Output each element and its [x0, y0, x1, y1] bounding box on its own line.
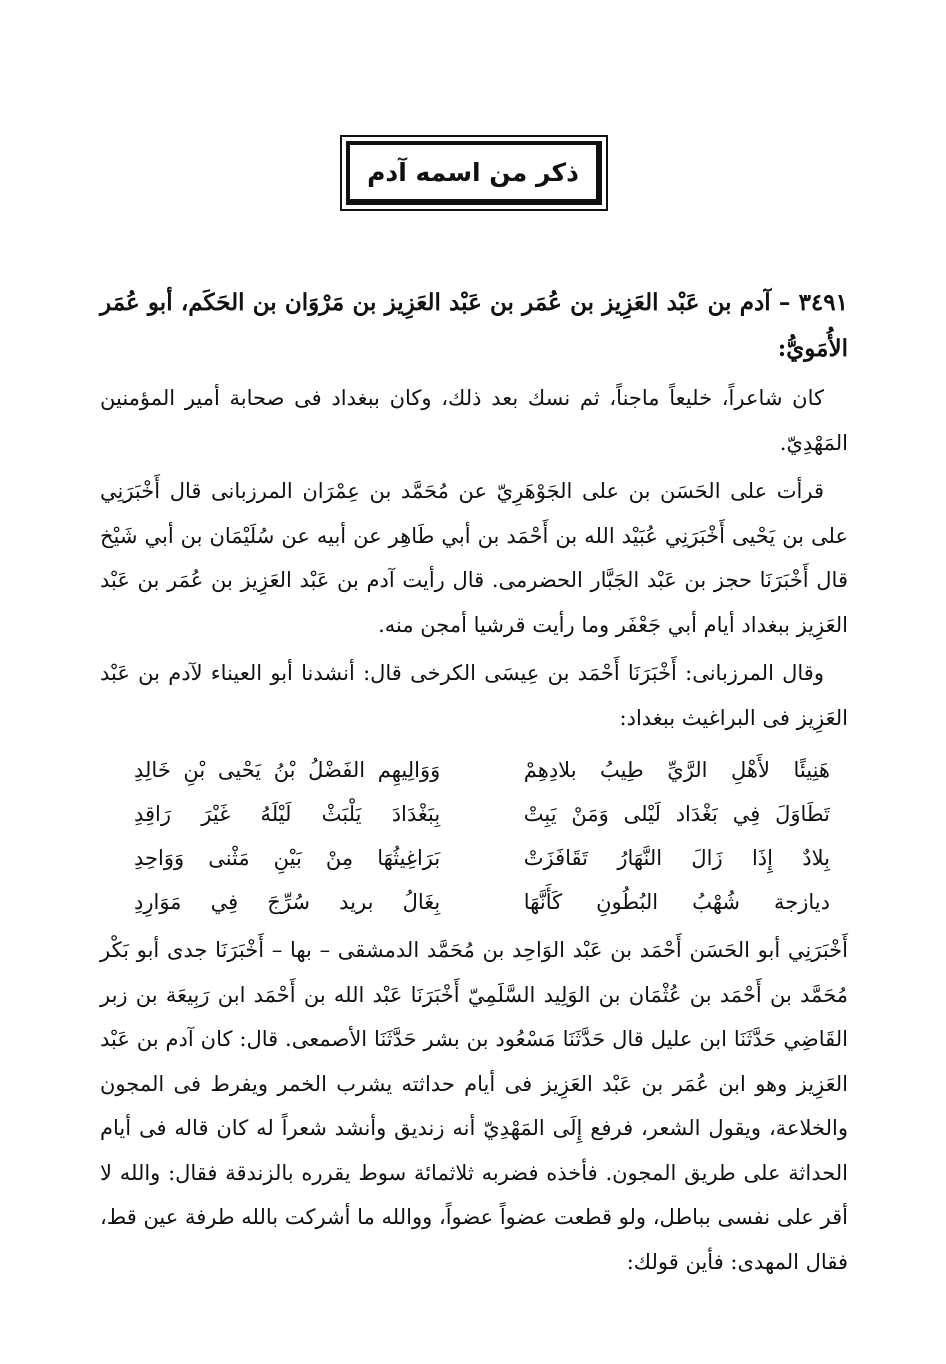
- section-title-inner-frame: [346, 141, 602, 205]
- poem-verse: [134, 748, 830, 792]
- verse-second-hemistich: بَرَاغِيثُهَا مِنْ بَيْنِ مَثْنى وَوَاحِدِ: [134, 846, 441, 870]
- poem-verse: [134, 792, 830, 836]
- verse-first-hemistich: هَنِيئًا لأَهْلِ الرَّيِّ طِيبُ بلادِهِمْ: [523, 758, 830, 782]
- poem-verse: [134, 836, 830, 880]
- poem-verse: [134, 880, 830, 924]
- verse-second-hemistich: بِبَغْدَادَ يَلْبَثْ لَيْلَهُ غَيْرَ رَاقِدِ: [134, 802, 441, 826]
- paragraph: كان شاعراً، خليعاً ماجناً، ثم نسك بعد ذلك، وكان ببغداد فى صحابة أمير المؤمنين المَهْدِيّ.: [100, 386, 848, 455]
- entry-number: ٣٤٩١: [798, 289, 848, 316]
- entry-heading-text: – آدم بن عَبْد العَزِيز بن عُمَر بن عَبْد العَزِيز بن مَرْوَان بن الحَكَم، أبو عُمَر الأُمَويُّ:: [100, 289, 848, 362]
- section-title: ذكر من اسمه آدم: [367, 157, 579, 187]
- paragraph: قرأت على الحَسَن بن على الجَوْهَرِيّ عن مُحَمَّد بن عِمْرَان المرزبانى قال أَخْبَرَنِي على بن يَحْيى أَخْبَرَنِي عُبَيْد الله بن أَحْمَد بن أبي طَاهِر عن أبيه عن سُلَيْمَان بن أبي شَيْخ قال أَخْبَرَنَا حجز بن عَبْد الجَبَّار الحضرمى. قال رأيت آدم بن عَبْد العَزِيز بن عُمَر بن عَبْد العَزِيز ببغداد أيام أبي جَعْفَر وما رأيت قرشيا أمجن منه.: [100, 479, 849, 637]
- verse-first-hemistich: ديازجة شُهْبُ البُطُونِ كَأَنَّهَا: [523, 890, 830, 914]
- paragraph: وقال المرزبانى: أَخْبَرَنَا أَحْمَد بن عِيسَى الكرخى قال: أنشدنا أبو العيناء لآدم بن عَبْد العَزِيز فى البراغيث ببغداد:: [100, 661, 848, 730]
- paragraph: أَخْبَرَنِي أبو الحَسَن أَحْمَد بن عَبْد الوَاحِد بن مُحَمَّد الدمشقى – بها – أَخْبَرَنَا جدى أبو بَكْر مُحَمَّد بن أَحْمَد بن عُثْمَان بن الوَلِيد السَّلَمِيّ أَخْبَرَنَا عَبْد الله بن أَحْمَد ابن رَبِيعَة بن زبر القَاضِي حَدَّثَنَا ابن عليل قال حَدَّثَنَا مَسْعُود بن بشر حَدَّثَنَا الأصمعى. قال: كان آدم بن عَبْد العَزِيز وهو ابن عُمَر بن عَبْد العَزِيز فى أيام حداثته يشرب الخمر ويفرط فى المجون والخلاعة، ويقول الشعر، فرفع إِلَى المَهْدِيّ أنه زنديق وأنشد شعراً له كان قاله فى أيام الحداثة على طريق المجون. فأخذه فضربه ثلاثمائة سوط يقرره بالزندقة فقال: والله لا أقر على نفسى بباطل، ولو قطعت عضواً عضواً، ووالله ما أشركت بالله طرفة عين قط، فقال المهدى: فأين قولك:: [100, 938, 848, 1274]
- verse-first-hemistich: تَطَاوَلَ فِي بَغْدَاد لَيْلى وَمَنْ يَبِتْ: [523, 802, 830, 826]
- poem: [100, 748, 848, 924]
- entry-heading: [100, 280, 848, 372]
- verse-second-hemistich: وَوَالِيهِم الفَضْلُ بْنُ يَحْيى بْنِ خَالِدِ: [134, 758, 441, 782]
- section-title-frame: [340, 135, 608, 211]
- page-content: [100, 280, 848, 1284]
- verse-second-hemistich: بِغَالُ بريد سُرِّجَ فِي مَوَارِدِ: [134, 890, 441, 914]
- verse-first-hemistich: بِلادٌ إِذَا زَالَ النَّهَارُ تَقَافَزَتْ: [523, 846, 830, 870]
